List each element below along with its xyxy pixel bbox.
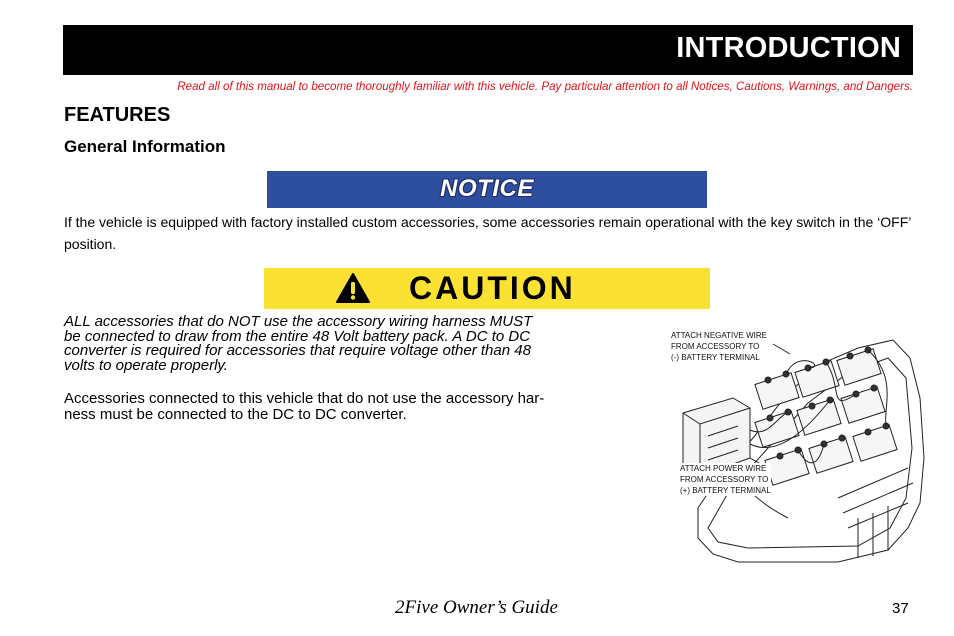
caution-line: ALL accessories that do NOT use the accessory wiring harness MUST bbox=[64, 313, 533, 330]
negative-wire-label: ATTACH NEGATIVE WIRE FROM ACCESSORY TO (-) BATTERY TERMINAL bbox=[671, 331, 768, 362]
caution-line: converter is required for accessories that require voltage other than 48 bbox=[64, 342, 531, 359]
warning-triangle-icon bbox=[335, 272, 371, 304]
page-title: INTRODUCTION bbox=[676, 32, 901, 64]
footer-title: 2Five Owner’s Guide bbox=[395, 597, 558, 618]
positive-wire-label: ATTACH POWER WIRE FROM ACCESSORY TO (+) BATTERY TERMINAL bbox=[680, 464, 771, 495]
caution-banner bbox=[264, 268, 710, 309]
caution-line: be connected to draw from the entire 48 Volt battery pack. A DC to DC bbox=[64, 327, 531, 345]
page-number: 37 bbox=[892, 600, 909, 617]
accessory-paragraph bbox=[64, 391, 644, 423]
battery-wiring-diagram bbox=[658, 318, 928, 564]
caution-label: CAUTION bbox=[409, 270, 576, 306]
paragraph-line: ness must be connected to the DC to DC converter. bbox=[64, 406, 407, 423]
read-manual-note: Read all of this manual to become thoroughly familiar with this vehicle. Pay particular attention to all Notices, Cautions, Warnings, and Dangers. bbox=[177, 80, 913, 93]
caution-line: volts to operate properly. bbox=[64, 356, 228, 374]
paragraph-line: Accessories connected to this vehicle that do not use the accessory har- bbox=[64, 390, 545, 407]
notice-label: NOTICE bbox=[440, 175, 534, 202]
header-bar bbox=[63, 25, 913, 75]
subsection-title: General Information bbox=[64, 137, 226, 156]
section-title: FEATURES bbox=[64, 104, 171, 126]
caution-body bbox=[64, 315, 642, 373]
notice-body: If the vehicle is equipped with factory installed custom accessories, some accessories remain operational with the key switch in the ‘OFF’ position. bbox=[64, 214, 911, 252]
notice-banner bbox=[267, 171, 707, 208]
